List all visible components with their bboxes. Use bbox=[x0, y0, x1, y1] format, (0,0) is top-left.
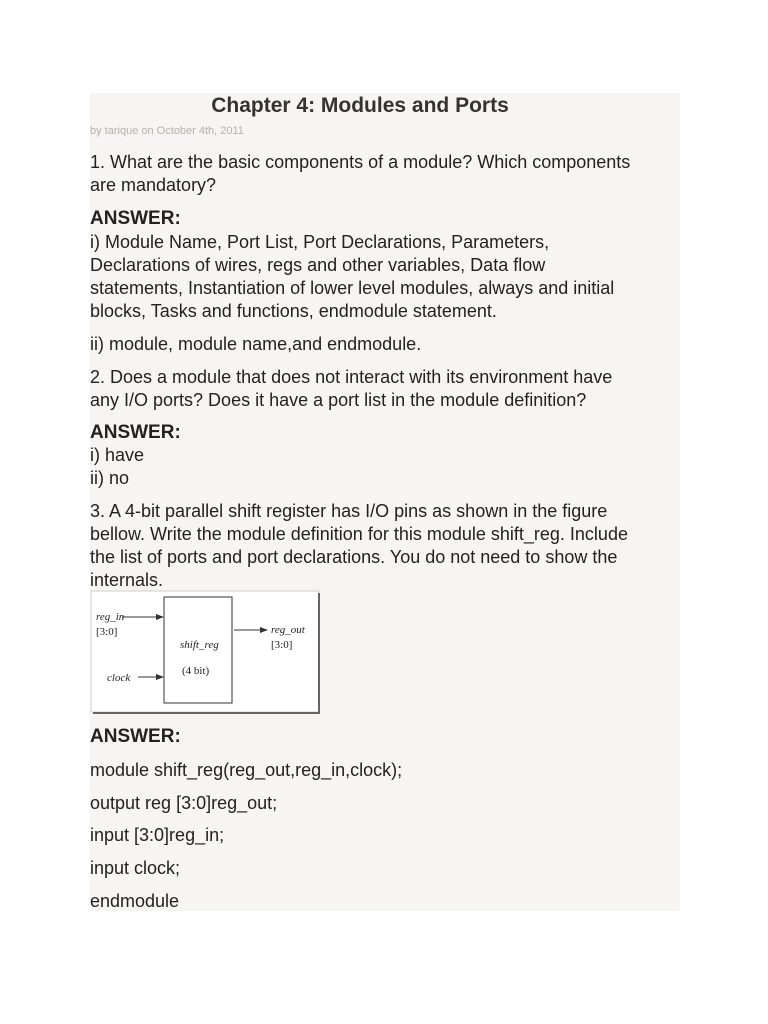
clock-label: clock bbox=[107, 672, 131, 684]
reg-in-range: [3:0] bbox=[96, 626, 118, 638]
question-3-line-4: internals. bbox=[90, 570, 164, 590]
code-line-3: input [3:0]reg_in; bbox=[90, 825, 225, 845]
answer-2-i: i) have bbox=[90, 445, 145, 465]
question-1-line-1: 1. What are the basic components of a module? Which components bbox=[90, 152, 631, 172]
answer-2-ii: ii) no bbox=[90, 468, 130, 488]
code-line-2: output reg [3:0]reg_out; bbox=[90, 793, 278, 813]
question-1-line-2: are mandatory? bbox=[90, 175, 217, 195]
answer-3-label: ANSWER: bbox=[90, 726, 181, 747]
answer-2-label: ANSWER: bbox=[90, 422, 181, 443]
question-3-line-2: bellow. Write the module definition for this module shift_reg. Include bbox=[90, 524, 628, 544]
answer-1-line-1: i) Module Name, Port List, Port Declarations, Parameters, bbox=[90, 232, 550, 252]
question-3-line-3: the list of ports and port declarations. You do not need to show the bbox=[90, 547, 618, 567]
document-page bbox=[90, 93, 680, 911]
shift-register-figure bbox=[90, 590, 321, 715]
answer-1-ii: ii) module, module name,and endmodule. bbox=[90, 334, 422, 354]
byline: by tarique on October 4th, 2011 bbox=[90, 125, 244, 137]
code-line-4: input clock; bbox=[90, 858, 181, 878]
reg-in-label: reg_in bbox=[96, 611, 125, 623]
question-3-line-1: 3. A 4-bit parallel shift register has I/O pins as shown in the figure bbox=[90, 501, 608, 521]
answer-1-line-4: blocks, Tasks and functions, endmodule statement. bbox=[90, 301, 497, 321]
code-line-5: endmodule bbox=[90, 891, 180, 911]
answer-1-line-2: Declarations of wires, regs and other variables, Data flow bbox=[90, 255, 546, 275]
answer-1-label: ANSWER: bbox=[90, 208, 181, 229]
reg-out-label: reg_out bbox=[271, 624, 305, 636]
question-2-line-2: any I/O ports? Does it have a port list in the module definition? bbox=[90, 390, 587, 410]
code-line-1: module shift_reg(reg_out,reg_in,clock); bbox=[90, 760, 403, 780]
block-name-label: shift_reg bbox=[180, 639, 219, 651]
reg-out-range: [3:0] bbox=[271, 639, 293, 651]
page-title: Chapter 4: Modules and Ports bbox=[211, 94, 509, 117]
block-width-label: (4 bit) bbox=[182, 665, 210, 677]
answer-1-line-3: statements, Instantiation of lower level modules, always and initial bbox=[90, 278, 615, 298]
shift-register-diagram bbox=[90, 590, 321, 715]
question-2-line-1: 2. Does a module that does not interact with its environment have bbox=[90, 367, 613, 387]
